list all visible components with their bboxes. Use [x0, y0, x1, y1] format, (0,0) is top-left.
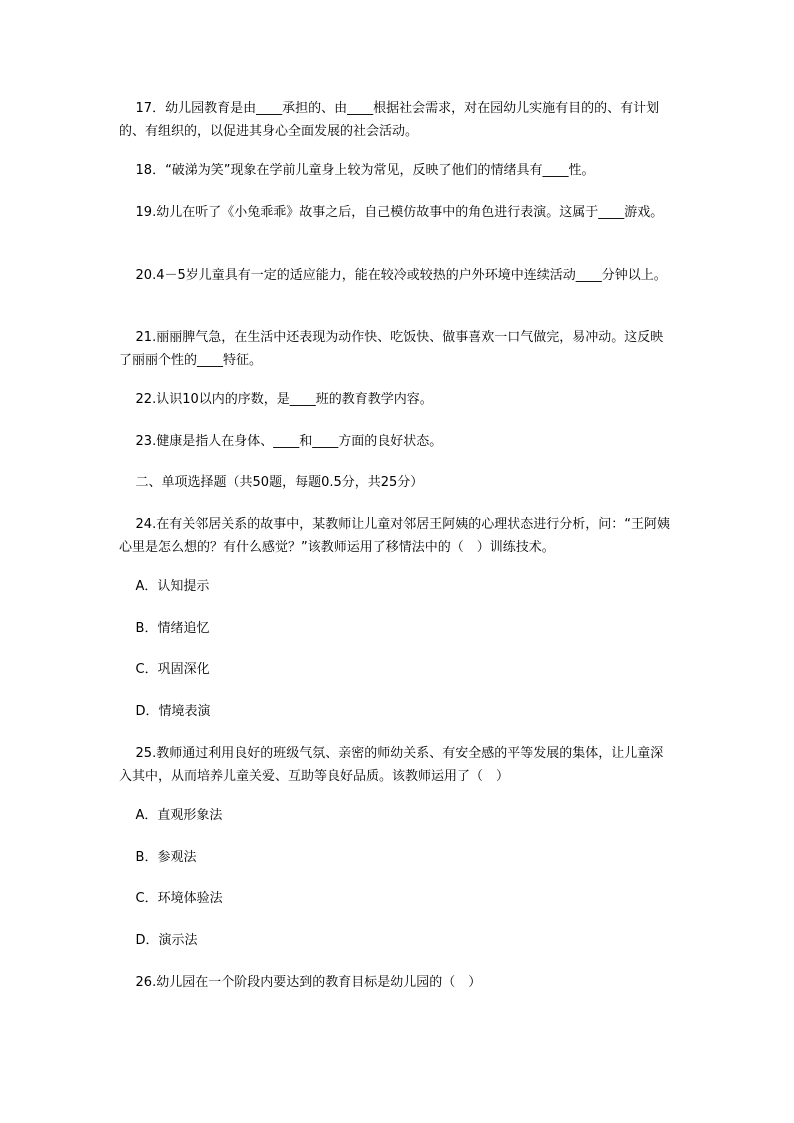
question-25-option-c: C．环境体验法 — [119, 891, 223, 906]
question-19: 19.幼儿在听了《小兔乖乖》故事之后，自己模仿故事中的角色进行表演。这属于____游戏。 — [119, 205, 664, 220]
question-25: 25.教师通过利用良好的班级气氛、亲密的师幼关系、有安全感的平等发展的集体，让儿童深入其中，从而培养儿童关爱、互助等良好品质。该教师运用了（ ） — [119, 746, 664, 784]
question-20: 20.4－5岁儿童具有一定的适应能力，能在较冷或较热的户外环境中连续活动____分钟以上。 — [119, 268, 667, 283]
question-24-option-d: D．情境表演 — [119, 704, 211, 719]
question-18: 18．“破涕为笑”现象在学前儿童身上较为常见，反映了他们的情绪具有____性。 — [119, 163, 595, 178]
question-22: 22.认识10以内的序数，是____班的教育教学内容。 — [119, 392, 433, 407]
question-21: 21.丽丽脾气急，在生活中还表现为动作快、吃饭快、做事喜欢一口气做完，易冲动。这反映了丽丽个性的____特征。 — [119, 330, 664, 368]
question-26: 26.幼儿园在一个阶段内要达到的教育目标是幼儿园的（ ） — [119, 975, 482, 990]
question-24: 24.在有关邻居关系的故事中，某教师让儿童对邻居王阿姨的心理状态进行分析，问：“王阿姨心里是怎么想的？有什么感觉？”该教师运用了移情法中的（ ）训练技术。 — [119, 517, 670, 555]
question-25-option-b: B．参观法 — [119, 850, 197, 865]
question-23: 23.健康是指人在身体、____和____方面的良好状态。 — [119, 434, 443, 449]
question-24-option-a: A．认知提示 — [119, 579, 210, 594]
question-17: 17．幼儿园教育是由____承担的、由____根据社会需求，对在园幼儿实施有目的的、有计划的、有组织的，以促进其身心全面发展的社会活动。 — [119, 101, 660, 139]
question-25-option-d: D．演示法 — [119, 933, 198, 948]
section-heading-single-choice: 二、单项选择题（共50题，每题0.5分，共25分） — [119, 475, 424, 490]
question-24-option-b: B．情绪追忆 — [119, 621, 210, 636]
question-25-option-a: A．直观形象法 — [119, 808, 223, 823]
question-24-option-c: C．巩固深化 — [119, 662, 210, 677]
